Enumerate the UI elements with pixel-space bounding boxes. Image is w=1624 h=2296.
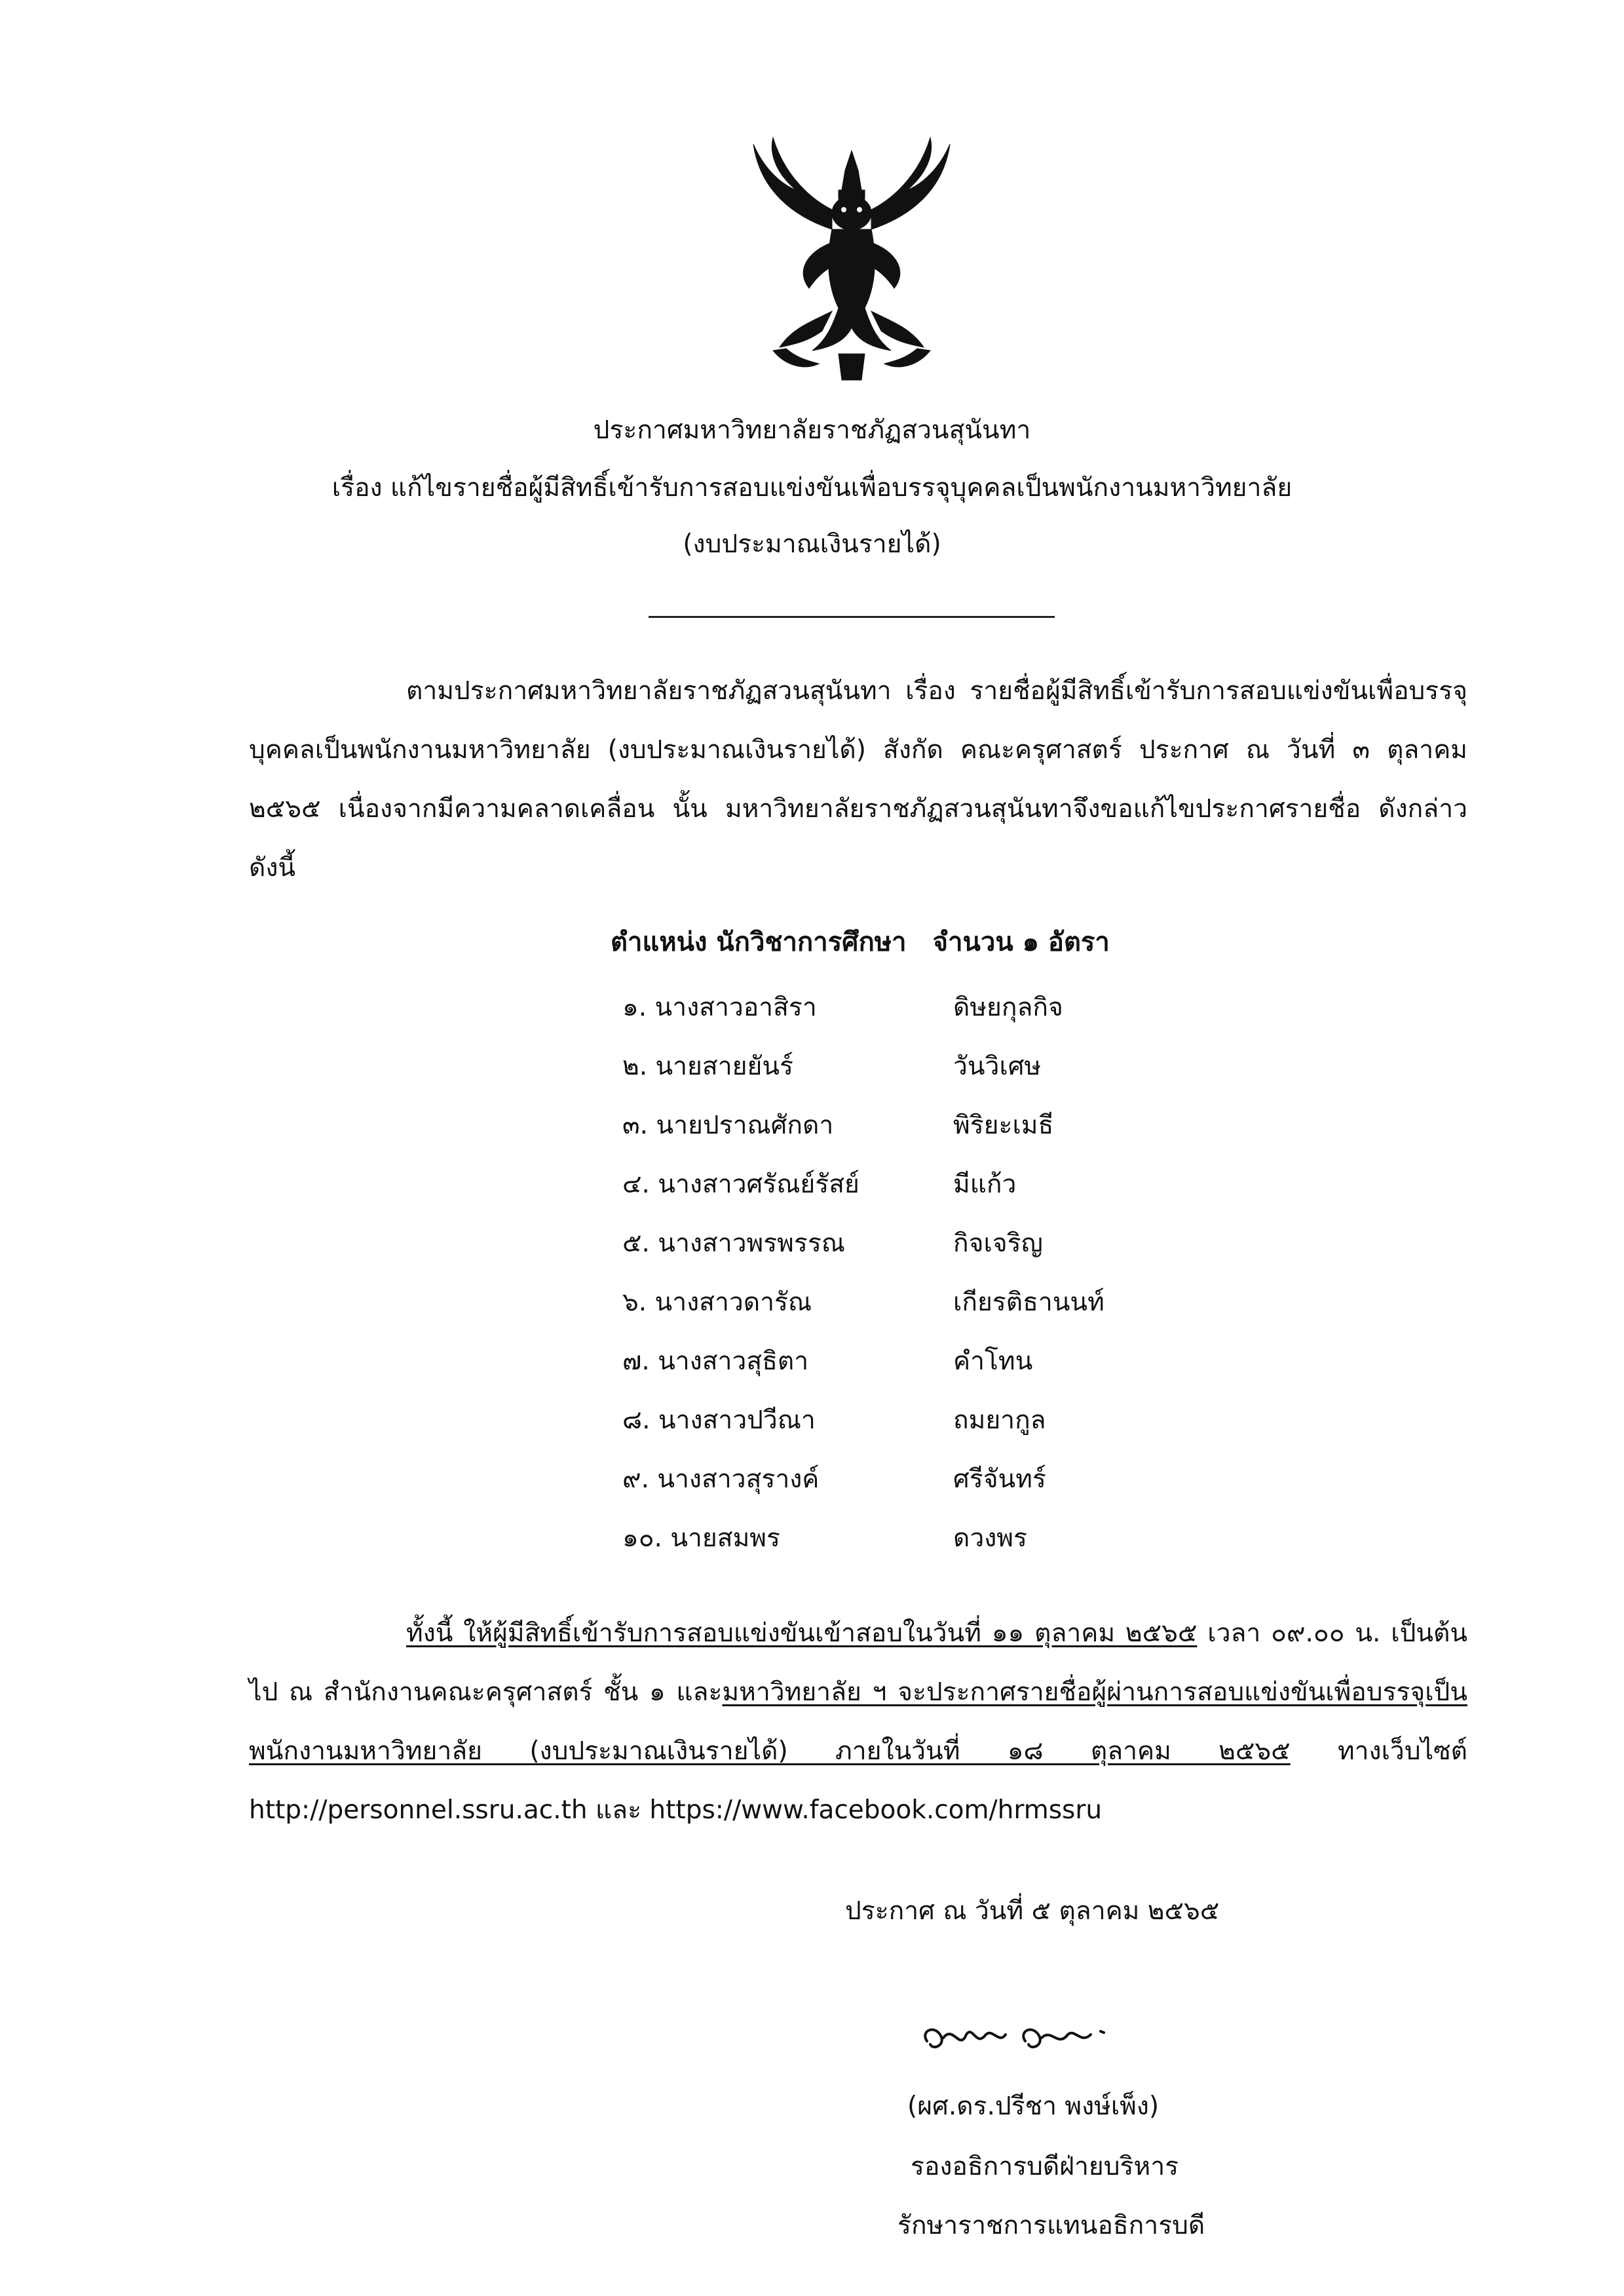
signer-acting-title: รักษาราชการแทนอธิการบดี (897, 2211, 1205, 2240)
garuda-emblem (734, 131, 970, 387)
paragraph-2-underlined-1: ทั้งนี้ ให้ผู้มีสิทธิ์เข้ารับการสอบแข่งขันเข้าสอบในวันที่ ๑๑ ตุลาคม ๒๕๖๕ (406, 1618, 1198, 1648)
paragraph-2-text-2: ทางเว็บไซต์ http://personnel.ssru.ac.th และ https://www.facebook.com/hrmssru (249, 1736, 1467, 1825)
paragraph-1-text: ตามประกาศมหาวิทยาลัยราชภัฏสวนสุนันทา เรื่อง รายชื่อผู้มีสิทธิ์เข้ารับการสอบแข่งขันเพื่อบรรจุบุคคลเป็นพนักงานมหาวิทยาลัย (งบประมาณเงินรายได้) สังกัด คณะครุศาสตร์ ประกาศ ณ วันที่ ๓ ตุลาคม ๒๕๖๕ เนื่องจากมีความคลาดเคลื่อน นั้น มหาวิทยาลัยราชภัฏสวนสุนันทาจึงขอแก้ไขประกาศรายชื่อ ดังกล่าว ดังนี้ (249, 676, 1467, 883)
candidate-name: ๙. นางสาวสุรางค์ (622, 1464, 820, 1494)
signer-title: รองอธิการบดีฝ่ายบริหาร (911, 2152, 1179, 2181)
candidate-surname: ดวงพร (953, 1523, 1027, 1553)
announcement-subject: เรื่อง แก้ไขรายชื่อผู้มีสิทธิ์เข้ารับการสอบแข่งขันเพื่อบรรจุบุคคลเป็นพนักงานมหาวิทยาลัย (331, 473, 1293, 503)
signer-name: (ผศ.ดร.ปรีชา พงษ์เพ็ง) (907, 2092, 1160, 2121)
candidate-name: ๕. นางสาวพรพรรณ (622, 1229, 845, 1258)
position-heading (611, 926, 1110, 959)
body-paragraph-1 (249, 662, 1467, 898)
candidate-name: ๒. นายสายยันร์ (622, 1052, 793, 1081)
candidate-surname: ศรีจันทร์ (953, 1464, 1046, 1494)
candidate-surname: คำโทน (953, 1347, 1033, 1376)
candidate-surname: มีแก้ว (953, 1170, 1017, 1199)
announcement-date: ประกาศ ณ วันที่ ๕ ตุลาคม ๒๕๖๕ (845, 1896, 1220, 1926)
candidate-name: ๑๐. นายสมพร (622, 1523, 780, 1553)
announcement-title: ประกาศมหาวิทยาลัยราชภัฏสวนสุนันทา (593, 415, 1031, 445)
candidate-surname: เกียรติธานนท์ (953, 1288, 1105, 1317)
candidate-name: ๓. นายปราณศักดา (622, 1111, 834, 1140)
candidate-surname: กิจเจริญ (953, 1229, 1043, 1258)
candidate-name: ๑. นางสาวอาสิรา (622, 993, 817, 1022)
candidate-name: ๖. นางสาวดารัณ (622, 1288, 812, 1317)
candidate-name: ๗. นางสาวสุธิตา (622, 1347, 809, 1376)
position-count: จำนวน ๑ อัตรา (932, 927, 1110, 957)
paragraph-2-text-1: เวลา ๐๙.๐๐ น. เป็นต้นไป ณ สำนักงานคณะครุศาสตร์ ชั้น ๑ และ (249, 1618, 1467, 1707)
candidate-name: ๘. นางสาวปวีณา (622, 1406, 816, 1435)
candidate-surname: พิริยะเมธี (953, 1111, 1054, 1140)
announcement-subtitle: (งบประมาณเงินรายได้) (683, 529, 941, 559)
title-divider (649, 616, 1055, 618)
candidate-surname: ถมยากูล (953, 1406, 1046, 1435)
position-label: ตำแหน่ง นักวิชาการศึกษา (611, 927, 907, 957)
paragraph-2-underlined-2: มหาวิทยาลัย ฯ จะประกาศรายชื่อผู้ผ่านการสอบแข่งขันเพื่อบรรจุเป็นพนักงานมหาวิทยาลัย (งบประมาณเงินรายได้) ภายในวันที่ ๑๘ ตุลาคม ๒๕๖๕ (249, 1677, 1467, 1766)
candidate-surname: วันวิเศษ (953, 1052, 1042, 1081)
candidate-surname: ดิษยกุลกิจ (953, 993, 1063, 1022)
handwritten-signature (914, 2005, 1130, 2064)
candidate-name: ๔. นางสาวศรัณย์รัสย์ (622, 1170, 859, 1199)
body-paragraph-2 (249, 1604, 1467, 1840)
